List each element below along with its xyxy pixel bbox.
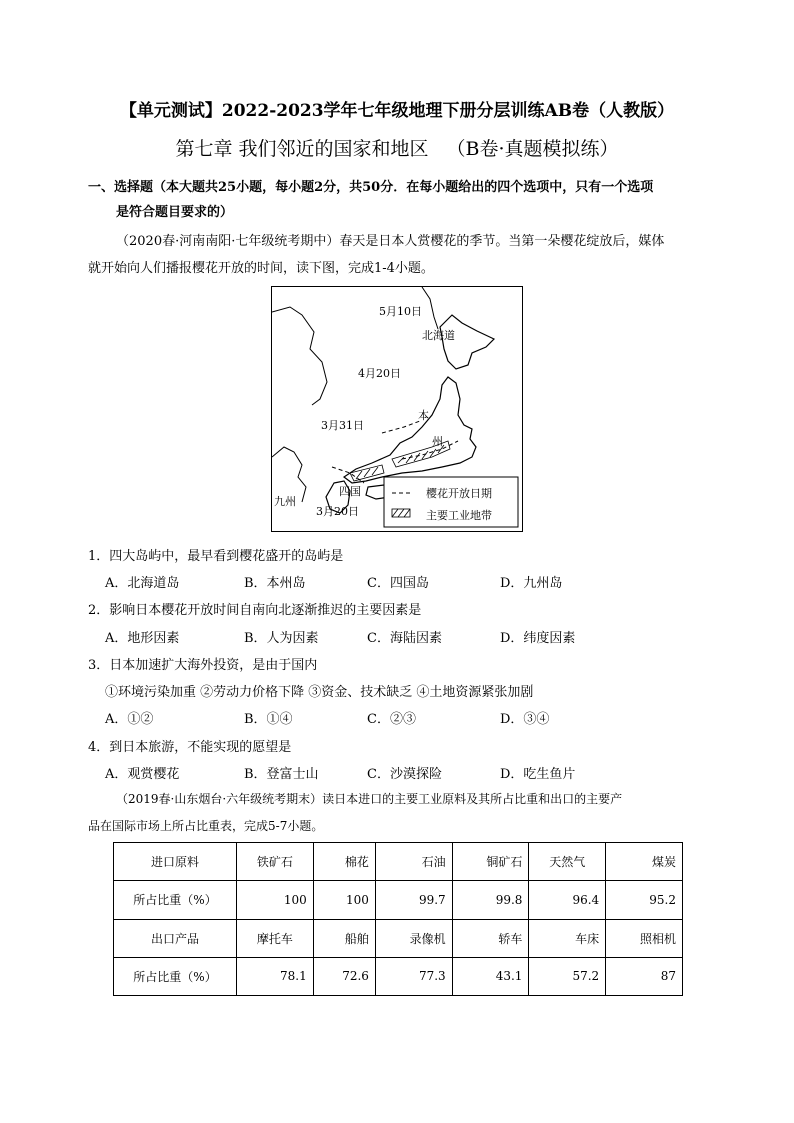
chapter-title: [0, 134, 794, 161]
section-heading: 一、选择题（本大题共25小题，每小题2分，共50分．在每小题给出的四个选项中，只有一个选项: [88, 180, 654, 195]
map-label-shikoku: 四国: [339, 485, 361, 498]
table-cell: 99.8: [452, 881, 529, 919]
table-cell: 99.7: [375, 881, 452, 919]
legend-bloom-date: 樱花开放日期: [426, 487, 492, 500]
question-4-stem: 4．到日本旅游，不能实现的愿望是: [88, 740, 292, 755]
question-1-option-d[interactable]: D．九州岛: [500, 576, 563, 591]
japan-map: [271, 286, 523, 532]
map-label-hokkaido: 北海道: [422, 329, 455, 342]
map-label-honshu-2: 州: [432, 435, 443, 448]
table-cell: 所占比重（%）: [114, 957, 237, 995]
table-cell: 78.1: [237, 957, 314, 995]
table-cell: 100: [237, 881, 314, 919]
passage-2: （2019春·山东烟台·六年级统考期末）读日本进口的主要工业原料及其所占比重和出口的主要产: [116, 792, 623, 806]
table-cell: 铁矿石: [237, 843, 314, 881]
table-cell: 57.2: [529, 957, 606, 995]
passage-2-cont: 品在国际市场上所占比重表，完成5-7小题。: [88, 819, 324, 833]
table-cell: 录像机: [375, 919, 452, 957]
table-row: [114, 919, 683, 957]
table-cell: 天然气: [529, 843, 606, 881]
table-cell: 石油: [375, 843, 452, 881]
question-2-stem: 2．影响日本樱花开放时间自南向北逐渐推迟的主要因素是: [88, 603, 422, 618]
question-3-stem: 3．日本加速扩大海外投资，是由于国内: [88, 658, 318, 673]
question-3-option-b[interactable]: B．①④: [244, 712, 293, 727]
table-cell: 船舶: [313, 919, 375, 957]
table-cell: 出口产品: [114, 919, 237, 957]
paper-subtitle: （B卷·真题模拟练）: [446, 138, 619, 160]
map-label-may10: 5月10日: [379, 305, 422, 318]
map-label-honshu-1: 本: [418, 409, 429, 422]
table-cell: 照相机: [606, 919, 683, 957]
question-2-option-a[interactable]: A．地形因素: [105, 631, 180, 646]
question-1-stem: 1．四大岛屿中，最早看到樱花盛开的岛屿是: [88, 549, 344, 564]
table-cell: 煤炭: [606, 843, 683, 881]
question-1-option-c[interactable]: C．四国岛: [367, 576, 429, 591]
table-cell: 77.3: [375, 957, 452, 995]
legend-industry-belt: 主要工业地带: [426, 509, 492, 522]
section-heading-cont: 是符合题目要求的）: [116, 205, 234, 220]
map-label-mar31: 3月31日: [321, 419, 364, 432]
question-2-option-b[interactable]: B．人为因素: [244, 631, 319, 646]
table-row: [114, 957, 683, 995]
map-label-kyushu: 九州: [274, 495, 296, 508]
question-3-items: ①环境污染加重 ②劳动力价格下降 ③资金、技术缺乏 ④土地资源紧张加剧: [105, 685, 534, 700]
question-1-option-b[interactable]: B．本州岛: [244, 576, 306, 591]
question-1-option-a[interactable]: A．北海道岛: [105, 576, 180, 591]
map-label-mar20: 3月20日: [316, 505, 359, 518]
table-cell: 进口原料: [114, 843, 237, 881]
passage-1-cont: 就开始向人们播报樱花开放的时间，读下图，完成1-4小题。: [88, 261, 434, 276]
question-2-option-d[interactable]: D．纬度因素: [500, 631, 576, 646]
chapter-name: 第七章 我们邻近的国家和地区: [175, 138, 429, 160]
question-3-option-c[interactable]: C．②③: [367, 712, 416, 727]
question-4-option-b[interactable]: B．登富士山: [244, 767, 319, 782]
table-cell: 铜矿石: [452, 843, 529, 881]
question-4-option-d[interactable]: D．吃生鱼片: [500, 767, 576, 782]
table-cell: 棉花: [313, 843, 375, 881]
exam-title: 【单元测试】2022-2023学年七年级地理下册分层训练AB卷（人教版）: [119, 101, 675, 121]
table-cell: 43.1: [452, 957, 529, 995]
table-cell: 95.2: [606, 881, 683, 919]
table-cell: 87: [606, 957, 683, 995]
table-row: [114, 843, 683, 881]
map-label-apr20: 4月20日: [358, 367, 401, 380]
table-cell: 车床: [529, 919, 606, 957]
table-cell: 100: [313, 881, 375, 919]
question-4-option-a[interactable]: A．观赏樱花: [105, 767, 180, 782]
question-2-option-c[interactable]: C．海陆因素: [367, 631, 442, 646]
question-3-option-d[interactable]: D．③④: [500, 712, 550, 727]
passage-1: （2020春·河南南阳·七年级统考期中）春天是日本人赏樱花的季节。当第一朵樱花绽放后，媒体: [116, 234, 665, 249]
table-cell: 所占比重（%）: [114, 881, 237, 919]
question-3-option-a[interactable]: A．①②: [105, 712, 154, 727]
question-4-option-c[interactable]: C．沙漠探险: [367, 767, 442, 782]
table-cell: 96.4: [529, 881, 606, 919]
table-row: [114, 881, 683, 919]
table-cell: 72.6: [313, 957, 375, 995]
trade-table: [113, 842, 683, 996]
table-cell: 轿车: [452, 919, 529, 957]
table-cell: 摩托车: [237, 919, 314, 957]
